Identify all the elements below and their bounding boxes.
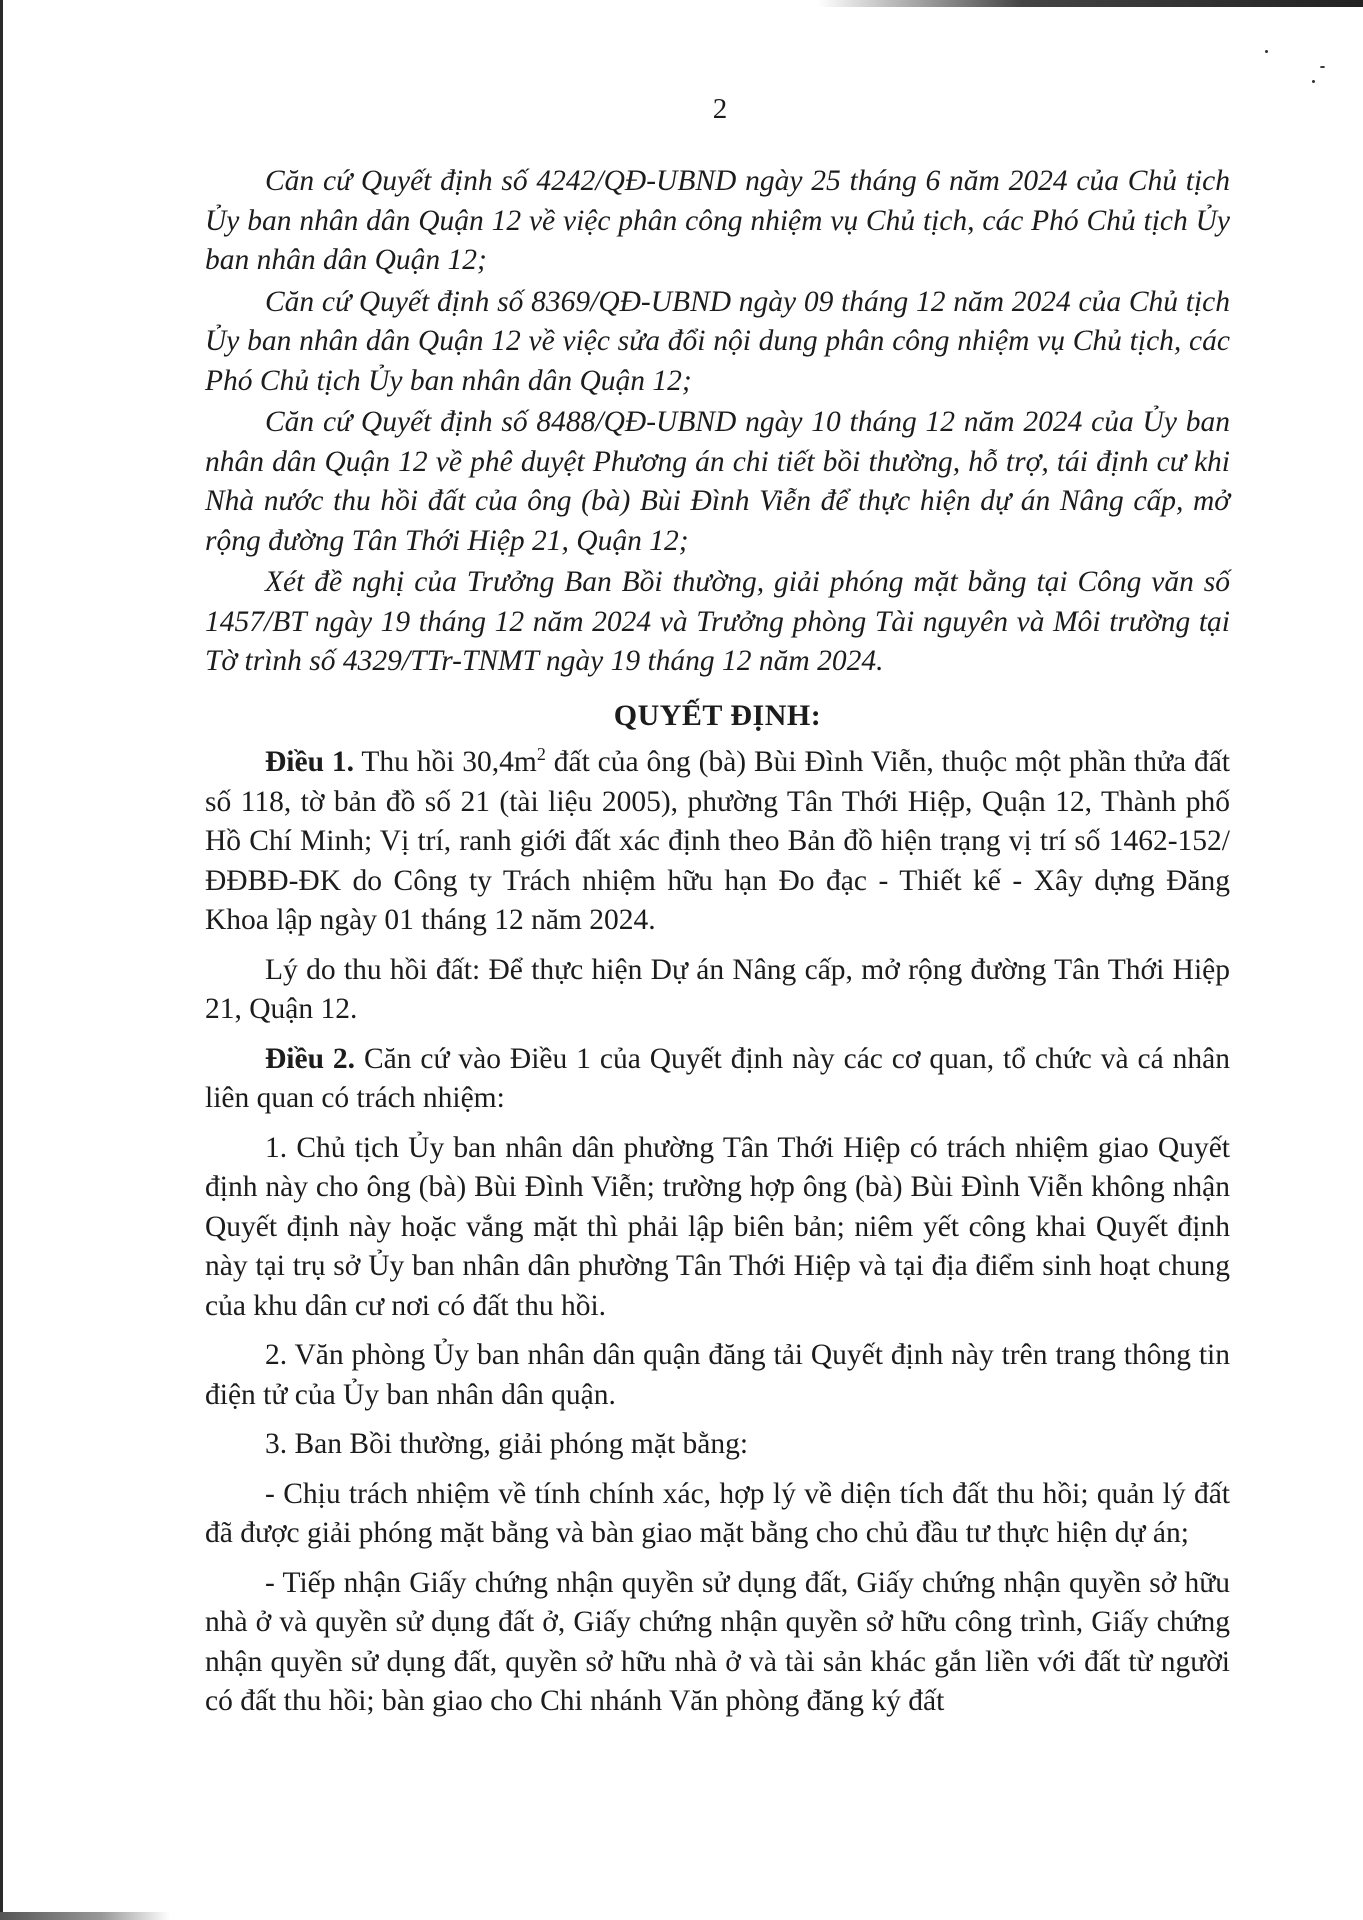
preamble-paragraph: Căn cứ Quyết định số 8369/QĐ-UBND ngày 09 tháng 12 năm 2024 của Chủ tịch Ủy ban nhân dân Quận 12 về việc sửa đổi nội dung phân công nhiệm vụ Chủ tịch, các Phó Chủ tịch Ủy ban nhân dân Quận 12;: [205, 285, 1230, 397]
article-1-text-before: Thu hồi 30,4m: [354, 746, 537, 778]
article-2: [205, 1040, 1230, 1119]
article-1-superscript: 2: [536, 744, 546, 765]
page-number: 2: [712, 93, 728, 125]
scan-left-edge: [0, 0, 3, 1920]
article-2-item: 2. Văn phòng Ủy ban nhân dân quận đăng tải Quyết định này trên trang thông tin điện tử của Ủy ban nhân dân quận.: [205, 1339, 1230, 1411]
article-2-item: - Chịu trách nhiệm về tính chính xác, hợp lý về diện tích đất thu hồi; quản lý đất đã được giải phóng mặt bằng và bàn giao mặt bằng cho chủ đầu tư thực hiện dự án;: [205, 1477, 1230, 1549]
article-2-item: 3. Ban Bồi thường, giải phóng mặt bằng:: [265, 1428, 749, 1460]
article-2-item: 1. Chủ tịch Ủy ban nhân dân phường Tân Thới Hiệp có trách nhiệm giao Quyết định này cho ông (bà) Bùi Đình Viễn; trường hợp ông (bà) Bùi Đình Viễn không nhận Quyết định này hoặc vắng mặt thì phải lập biên bản; niêm yết công khai Quyết định này tại trụ sở Ủy ban nhân dân phường Tân Thới Hiệp và tại địa điểm sinh hoạt chung của khu dân cư nơi có đất thu hồi.: [205, 1131, 1230, 1322]
scan-speck: [1320, 66, 1325, 68]
document-body: [205, 162, 1230, 1722]
preamble-paragraph: Căn cứ Quyết định số 4242/QĐ-UBND ngày 25 tháng 6 năm 2024 của Chủ tịch Ủy ban nhân dân Quận 12 về việc phân công nhiệm vụ Chủ tịch, các Phó Chủ tịch Ủy ban nhân dân Quận 12;: [205, 165, 1230, 276]
article-1-text-after: đất của ông (bà) Bùi Đình Viễn, thuộc một phần thửa đất số 118, tờ bản đồ số 21 (tài liệu 2005), phường Tân Thới Hiệp, Quận 12, Thành phố Hồ Chí Minh; Vị trí, ranh giới đất xác định theo Bản đồ hiện trạng vị trí số 1462-152/ĐĐBĐ-ĐK do Công ty Trách nhiệm hữu hạn Đo đạc - Thiết kế - Xây dựng Đăng Khoa lập ngày 01 tháng 12 năm 2024.: [205, 746, 1230, 936]
scan-speck: [1265, 50, 1268, 53]
scan-top-edge: [0, 0, 1363, 7]
decision-title: QUYẾT ĐỊNH:: [613, 698, 822, 732]
article-2-label: Điều 2.: [265, 1042, 356, 1075]
article-1-label: Điều 1.: [265, 746, 354, 778]
scan-speck: [1312, 80, 1315, 83]
preamble-paragraph: Xét đề nghị của Trưởng Ban Bồi thường, giải phóng mặt bằng tại Công văn số 1457/BT ngày 19 tháng 12 năm 2024 và Trưởng phòng Tài nguyên và Môi trường tại Tờ trình số 4329/TTr-TNMT ngày 19 tháng 12 năm 2024.: [205, 566, 1230, 677]
scan-bottom-edge: [0, 1912, 170, 1920]
article-1-reason: Lý do thu hồi đất: Để thực hiện Dự án Nâng cấp, mở rộng đường Tân Thới Hiệp 21, Quận 12.: [205, 953, 1230, 1025]
article-1: [205, 743, 1230, 941]
article-2-item: - Tiếp nhận Giấy chứng nhận quyền sử dụng đất, Giấy chứng nhận quyền sở hữu nhà ở và quyền sử dụng đất ở, Giấy chứng nhận quyền sở hữu công trình, Giấy chứng nhận quyền sử dụng đất, quyền sở hữu nhà ở và tài sản khác gắn liền với đất từ người có đất thu hồi; bàn giao cho Chi nhánh Văn phòng đăng ký đất: [205, 1566, 1230, 1717]
article-2-text: Căn cứ vào Điều 1 của Quyết định này các cơ quan, tổ chức và cá nhân liên quan có trách nhiệm:: [205, 1042, 1230, 1114]
preamble-paragraph: Căn cứ Quyết định số 8488/QĐ-UBND ngày 10 tháng 12 năm 2024 của Ủy ban nhân dân Quận 12 về phê duyệt Phương án chi tiết bồi thường, hỗ trợ, tái định cư khi Nhà nước thu hồi đất của ông (bà) Bùi Đình Viễn để thực hiện dự án Nâng cấp, mở rộng đường Tân Thới Hiệp 21, Quận 12;: [205, 406, 1230, 557]
